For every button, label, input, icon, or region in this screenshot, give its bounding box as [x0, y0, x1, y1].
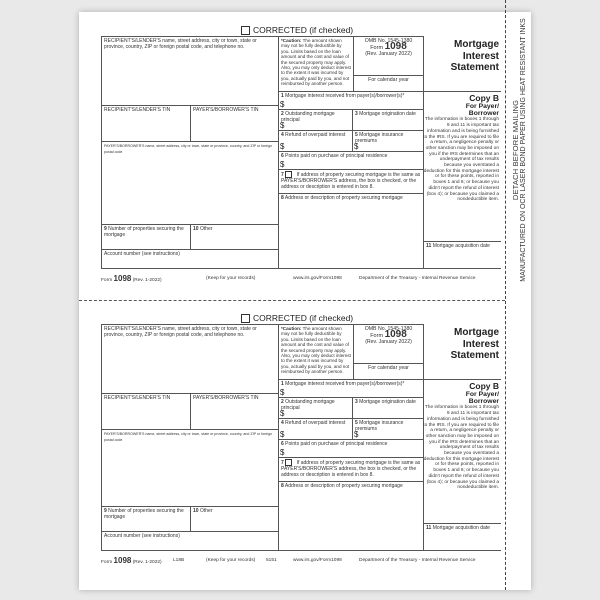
department: Department of the Treasury - Internal Revenue Service: [359, 276, 476, 281]
box-number: 5: [355, 420, 358, 426]
form-id-block: [353, 36, 424, 76]
field-label: Outstanding mortgage principal: [281, 111, 335, 123]
caution-bold: *Caution:: [281, 326, 302, 331]
field-label: Account number (see instructions): [104, 251, 180, 257]
box10-field[interactable]: [190, 506, 279, 532]
revision: (Rev. January 2022): [365, 51, 412, 57]
box-number: 7: [281, 459, 284, 466]
field-label: Mortgage interest received from payer(s)/borrower(s)*: [285, 381, 405, 387]
dollar-sign: $: [280, 142, 285, 151]
box-number: 9: [104, 508, 107, 514]
form-number-value: 1098: [384, 41, 407, 52]
borrower-label: Borrower: [468, 110, 499, 118]
box10-field[interactable]: [190, 224, 279, 250]
box7-checkbox[interactable]: [285, 459, 292, 466]
title-line: Statement: [450, 62, 499, 73]
field-label: For calendar year: [368, 77, 409, 83]
field-label: RECIPIENT'S/LENDER'S TIN: [104, 395, 171, 401]
dollar-sign: $: [280, 448, 285, 457]
for-payer-label: For Payer/: [465, 103, 499, 110]
paper-notice: MANUFACTURED ON OCR LASER BOND PAPER USING HEAT RESISTANT INKS: [520, 18, 527, 282]
field-label: If address of property securing mortgage is the same as PAYER'S/BORROWER'S address, the box is checked, or the address or description is entered in box 8.: [281, 171, 421, 190]
field-label: Mortgage origination date: [359, 111, 416, 117]
calendar-year-field[interactable]: [353, 363, 424, 380]
box8-field[interactable]: [278, 481, 424, 551]
box7-field[interactable]: [278, 457, 424, 482]
dollar-sign: $: [280, 409, 285, 418]
divider: [423, 91, 501, 92]
box-number: 6: [281, 153, 284, 159]
field-label: Number of properties securing the mortgage: [104, 508, 184, 520]
field-label: PAYER'S/BORROWER'S name, street address, city or town, state or province, country, and ZIP or foreign postal code: [104, 432, 273, 442]
box-number: 11: [426, 243, 432, 249]
box1-field[interactable]: [278, 379, 424, 398]
box-number: 1: [281, 93, 284, 99]
copy-b-notice: [423, 93, 499, 203]
copy-b-label: Copy B: [469, 381, 499, 391]
field-label: PAYER'S/BORROWER'S TIN: [193, 107, 259, 113]
detach-notice: [512, 10, 528, 290]
box4-field[interactable]: [278, 130, 353, 152]
form-number: 1098: [113, 556, 132, 565]
dollar-sign: $: [280, 100, 285, 109]
field-label: PAYER'S/BORROWER'S name, street address, city or town, state or province, country, and ZIP or foreign postal code: [104, 144, 273, 154]
corrected-label: CORRECTED (if checked): [253, 25, 354, 35]
form-number: 1098: [113, 274, 132, 283]
form-word: Form: [101, 560, 113, 565]
field-label: RECIPIENT'S/LENDER'S TIN: [104, 107, 171, 113]
box-number: 8: [281, 195, 284, 201]
dollar-sign: $: [280, 160, 285, 169]
box-number: 2: [281, 111, 284, 117]
divider: [101, 268, 501, 269]
divider: [101, 550, 501, 551]
revision: (Rev. 1-2022): [132, 278, 162, 283]
payer-name-field[interactable]: [101, 141, 279, 225]
form-number-value: 1098: [384, 329, 407, 340]
horizontal-perforation-line: [79, 300, 505, 301]
field-label: Number of properties securing the mortgage: [104, 226, 184, 238]
recipient-name-field[interactable]: [101, 324, 279, 394]
field-label: Account number (see instructions): [104, 533, 180, 539]
box5-field[interactable]: [352, 418, 424, 440]
corrected-checkbox[interactable]: [241, 313, 353, 323]
title-line: Mortgage: [454, 327, 499, 338]
omb-number: OMB No. 1545-1380: [364, 326, 413, 332]
account-number-field[interactable]: [101, 249, 279, 269]
box7-checkbox[interactable]: [285, 171, 292, 178]
borrower-label: Borrower: [468, 398, 499, 406]
payer-tin-field[interactable]: [190, 393, 279, 430]
detach-label: DETACH BEFORE MAILING: [511, 99, 520, 201]
calendar-year-field[interactable]: [353, 75, 424, 92]
dollar-sign: $: [354, 142, 359, 151]
payer-tin-field[interactable]: [190, 105, 279, 142]
caution-text: The amount shown may not be fully deductible by you. Limits based on the loan amount and the cost and value of the secured property may apply. Also, you may only deduct interest to the extent it was incurred by you, actually paid by you, and not reimbursed by another person.: [281, 326, 351, 375]
field-label: Other: [199, 508, 213, 514]
caution-note: [278, 324, 354, 380]
irs-link[interactable]: www.irs.gov/Form1098: [293, 558, 342, 563]
checkbox-icon[interactable]: [241, 26, 250, 35]
dollar-sign: $: [280, 430, 285, 439]
box-number: 4: [281, 132, 284, 138]
field-label: Address or description of property securing mortgage: [284, 195, 403, 201]
footer-form-id: [101, 556, 162, 565]
field-label: Points paid on purchase of principal residence: [285, 441, 388, 447]
recipient-name-field[interactable]: [101, 36, 279, 106]
form-title: [423, 327, 499, 362]
box-number: 10: [193, 226, 199, 232]
field-label: Mortgage insurance premiums: [355, 132, 404, 144]
caution-bold: *Caution:: [281, 38, 302, 43]
box5-field[interactable]: [352, 130, 424, 152]
field-label: Mortgage interest received from payer(s)/borrower(s)*: [285, 93, 405, 99]
box3-field[interactable]: [352, 109, 424, 131]
form-copy-bottom: [101, 313, 501, 573]
revision: (Rev. 1-2022): [132, 560, 162, 565]
for-payer-label: For Payer/: [465, 391, 499, 398]
caution-text: The amount shown may not be fully deductible by you. Limits based on the loan amount and the cost and value of the secured property may apply. Also, you may only deduct interest to the extent it was incurred by you, actually paid by you, and not reimbursed by another person.: [281, 38, 351, 87]
box8-field[interactable]: [278, 193, 424, 269]
field-label: RECIPIENT'S/LENDER'S name, street address, city or town, state or province, country, ZIP or foreign postal code, and telephone no.: [104, 38, 257, 50]
dollar-sign: $: [354, 430, 359, 439]
dollar-sign: $: [280, 121, 285, 130]
checkbox-icon[interactable]: [241, 314, 250, 323]
omb-number: OMB No. 1545-1380: [364, 38, 413, 44]
recipient-tin-field[interactable]: [101, 105, 191, 142]
recipient-tin-field[interactable]: [101, 393, 191, 430]
caution-note: [278, 36, 354, 92]
title-line: Interest: [462, 50, 499, 62]
field-label: Other: [199, 226, 213, 232]
copy-b-text: The information in boxes 1 through 9 and 11 is important tax information and is being furnished to the IRS. If you are required to file a return, a negligence penalty or other sanction may be imposed on you if the IRS determines that an underpayment of tax results because you overstated a deduction for this mortgage interest or for these points, reported in boxes 1 and 6; or because you didn't report the refund of interest (box 4); or because you claimed a nondeductible item.: [423, 405, 499, 491]
field-label: For calendar year: [368, 365, 409, 371]
keep-note: (Keep for your records): [206, 558, 256, 563]
form-title: [423, 39, 499, 74]
divider: [423, 379, 501, 380]
box9-field[interactable]: [101, 506, 191, 532]
box-number: 11: [426, 525, 432, 531]
box-number: 3: [355, 399, 358, 405]
payer-name-field[interactable]: [101, 429, 279, 507]
box-number: 5: [355, 132, 358, 138]
keep-note: (Keep for your records): [206, 276, 256, 281]
box-number: 2: [281, 399, 284, 405]
field-label: PAYER'S/BORROWER'S TIN: [193, 395, 259, 401]
box-number: 6: [281, 441, 284, 447]
box4-field[interactable]: [278, 418, 353, 440]
field-label: Address or description of property securing mortgage: [284, 483, 403, 489]
account-number-field[interactable]: [101, 531, 279, 551]
box2-field[interactable]: [278, 397, 353, 419]
form-word: Form: [370, 333, 384, 339]
form-stock-number: 5151: [266, 558, 277, 563]
irs-link[interactable]: www.irs.gov/Form1098: [293, 276, 342, 281]
copy-b-text: The information in boxes 1 through 9 and 11 is important tax information and is being furnished to the IRS. If you are required to file a return, a negligence penalty or other sanction may be imposed on you if the IRS determines that an underpayment of tax results because you overstated a deduction for this mortgage interest or for these points, reported in boxes 1 and 6; or because you didn't report the refund of interest (box 4); or because you claimed a nondeductible item.: [423, 117, 499, 203]
title-line: Interest: [462, 338, 499, 350]
footer-form-id: [101, 274, 162, 283]
box2-field[interactable]: [278, 109, 353, 131]
field-label: Refund of overpaid interest: [285, 420, 346, 426]
department: Department of the Treasury - Internal Revenue Service: [359, 558, 476, 563]
field-label: If address of property securing mortgage is the same as PAYER'S/BORROWER'S address, the box is checked, or the address or description is entered in box 8.: [281, 459, 421, 478]
box6-field[interactable]: [278, 439, 424, 458]
box-number: 3: [355, 111, 358, 117]
box-number: 1: [281, 381, 284, 387]
box6-field[interactable]: [278, 151, 424, 170]
box3-field[interactable]: [352, 397, 424, 419]
box-number: 10: [193, 508, 199, 514]
field-label: Points paid on purchase of principal residence: [285, 153, 388, 159]
copy-b-notice: [423, 381, 499, 491]
form-word: Form: [101, 278, 113, 283]
box9-field[interactable]: [101, 224, 191, 250]
box-number: 9: [104, 226, 107, 232]
field-label: Mortgage insurance premiums: [355, 420, 404, 432]
field-label: Mortgage acquisition date: [432, 243, 490, 249]
dollar-sign: $: [280, 388, 285, 397]
title-line: Statement: [450, 350, 499, 361]
box11-field[interactable]: [423, 523, 501, 551]
field-label: Mortgage acquisition date: [432, 525, 490, 531]
vertical-perforation-line: [505, 0, 506, 590]
form-word: Form: [370, 45, 384, 51]
box-number: 7: [281, 171, 284, 178]
field-label: RECIPIENT'S/LENDER'S name, street address, city or town, state or province, country, ZIP or foreign postal code, and telephone no.: [104, 326, 257, 338]
copy-b-label: Copy B: [469, 93, 499, 103]
box-number: 8: [281, 483, 284, 489]
title-line: Mortgage: [454, 39, 499, 50]
form-copy-top: [101, 25, 501, 285]
form-code: L18B: [173, 558, 185, 563]
box-number: 4: [281, 420, 284, 426]
field-label: Mortgage origination date: [359, 399, 416, 405]
corrected-checkbox[interactable]: [241, 25, 353, 35]
box1-field[interactable]: [278, 91, 424, 110]
box7-field[interactable]: [278, 169, 424, 194]
form-id-block: [353, 324, 424, 364]
field-label: Refund of overpaid interest: [285, 132, 346, 138]
field-label: Outstanding mortgage principal: [281, 399, 335, 411]
box11-field[interactable]: [423, 241, 501, 269]
revision: (Rev. January 2022): [365, 339, 412, 345]
corrected-label: CORRECTED (if checked): [253, 313, 354, 323]
